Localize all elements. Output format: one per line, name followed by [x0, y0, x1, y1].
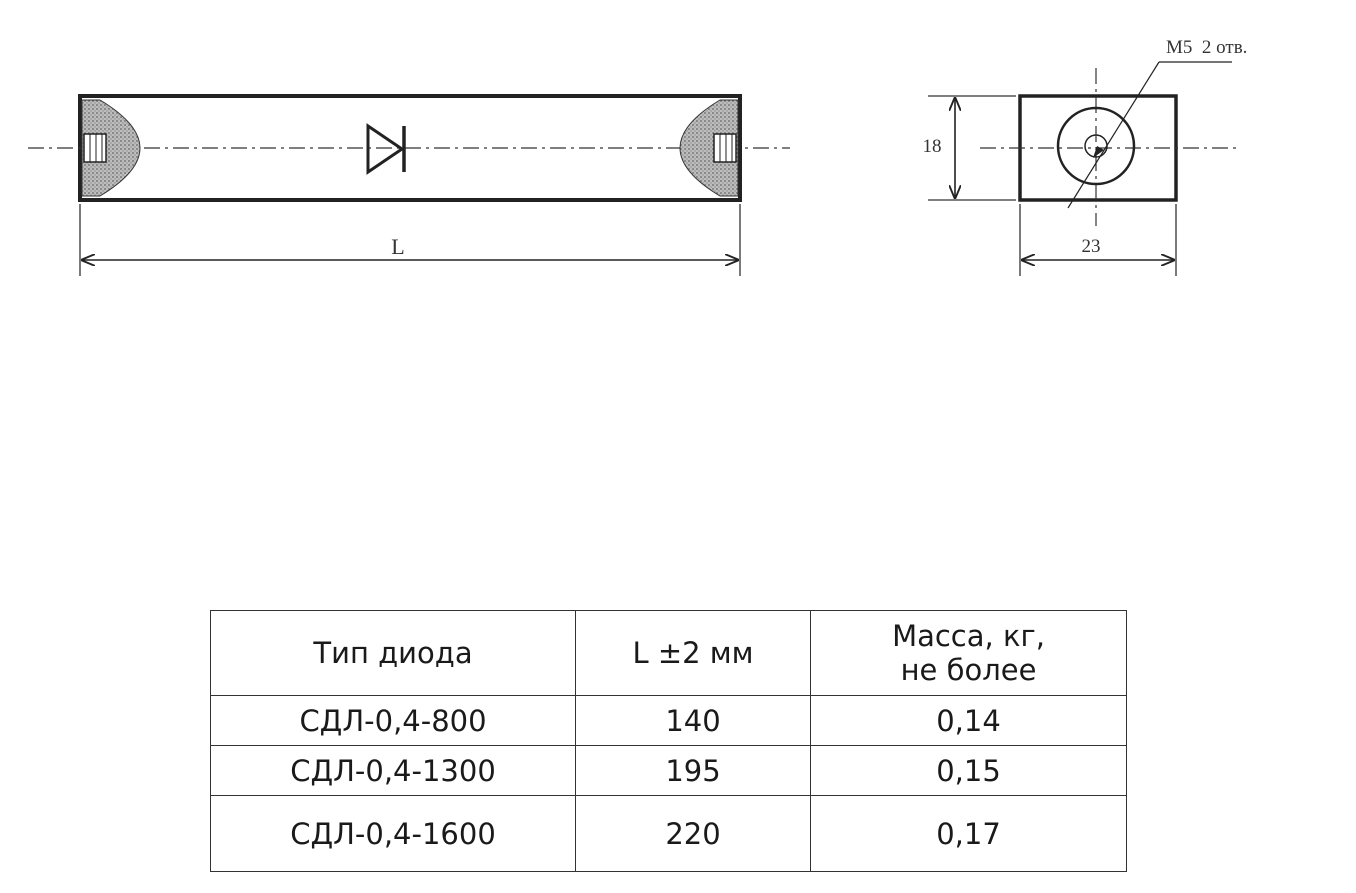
table-row — [211, 696, 1127, 746]
thread-callout — [1068, 37, 1247, 208]
width-label: 23 — [1081, 236, 1101, 257]
cell-mass: 0,14 — [811, 696, 1127, 746]
table-header-row — [211, 611, 1127, 696]
cell-length: 195 — [576, 746, 811, 796]
side-view — [28, 96, 790, 276]
cell-mass: 0,17 — [811, 796, 1127, 872]
header-mass — [811, 611, 1127, 696]
table-row — [211, 796, 1127, 872]
cell-mass: 0,15 — [811, 746, 1127, 796]
left-terminal — [82, 100, 140, 196]
cell-diode-type: СДЛ-0,4-800 — [211, 696, 576, 746]
header-mass-label: Масса, кг, не более — [892, 619, 1045, 687]
height-label: 18 — [922, 136, 942, 157]
end-view — [923, 37, 1248, 276]
cell-diode-type: СДЛ-0,4-1600 — [211, 796, 576, 872]
diode-specs-table — [210, 610, 1127, 872]
length-dimension — [80, 204, 740, 276]
right-terminal — [680, 100, 738, 196]
thread-callout-label: М5 2 отв. — [1166, 37, 1248, 58]
table-row — [211, 746, 1127, 796]
header-diode-type: Тип диода — [211, 611, 576, 696]
length-label: L — [391, 234, 405, 259]
diode-symbol-icon — [368, 126, 404, 172]
header-length: L ±2 мм — [576, 611, 811, 696]
cell-length: 220 — [576, 796, 811, 872]
technical-drawing — [0, 0, 1356, 330]
cell-diode-type: СДЛ-0,4-1300 — [211, 746, 576, 796]
width-dimension — [1020, 204, 1176, 276]
cell-length: 140 — [576, 696, 811, 746]
